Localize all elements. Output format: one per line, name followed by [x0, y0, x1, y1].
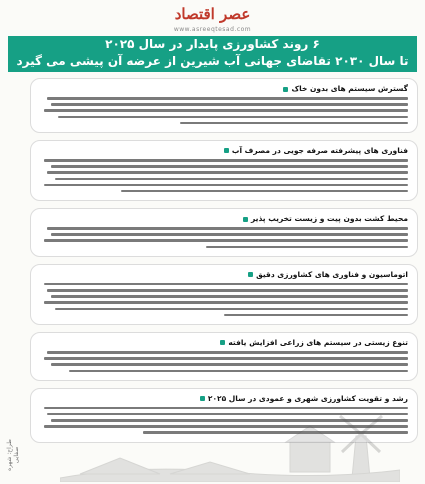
text-line [55, 308, 408, 311]
title-banner [8, 36, 417, 72]
text-line [224, 314, 408, 317]
section-body-text [40, 159, 408, 193]
section-body-text [40, 283, 408, 317]
text-line [44, 184, 408, 187]
section-card [30, 264, 418, 325]
text-line [47, 351, 408, 354]
title-line-1: ۶ روند کشاورزی پایدار در سال ۲۰۲۵ [105, 37, 320, 51]
text-line [47, 227, 408, 230]
sections-list [30, 78, 418, 450]
text-line [47, 171, 408, 174]
section-body-text [40, 351, 408, 372]
text-line [121, 190, 408, 193]
logo-text: عصر اقتصاد [174, 5, 251, 23]
section-title: گسترش سیستم های بدون خاک [40, 83, 408, 94]
section-card [30, 332, 418, 381]
text-line [47, 97, 408, 100]
text-line [51, 363, 408, 366]
text-line [180, 122, 408, 125]
section-card [30, 78, 418, 133]
text-line [55, 178, 408, 181]
section-title: محیط کشت بدون پیت و زیست تخریب پذیر [40, 213, 408, 224]
text-line [44, 239, 408, 242]
text-line [69, 370, 408, 373]
text-line [58, 116, 408, 119]
title-line-2: تا سال ۲۰۳۰ تقاضای جهانی آب شیرین از عرضه آن پیشی می گیرد [16, 54, 409, 68]
section-body-text [40, 227, 408, 248]
text-line [44, 159, 408, 162]
logo-url: www.asreeqtesad.com [173, 26, 252, 33]
section-title: تنوع زیستی در سیستم های زراعی افزایش یافته [40, 337, 408, 348]
text-line [44, 357, 408, 360]
side-credit-area [6, 430, 20, 480]
text-line [206, 246, 408, 249]
text-line [44, 109, 408, 112]
text-line [51, 165, 408, 168]
text-line [51, 233, 408, 236]
brand-logo [130, 4, 295, 28]
section-title: اتوماسیون و فناوری های کشاورزی دقیق [40, 269, 408, 280]
section-card [30, 208, 418, 257]
section-title: رشد و تقویت کشاورزی شهری و عمودی در سال ۲۰۲۵ [40, 393, 408, 404]
text-line [44, 301, 408, 304]
text-line [44, 283, 408, 286]
text-line [51, 103, 408, 106]
text-line [51, 295, 408, 298]
side-credit: طراح: شهره صفایی [6, 439, 20, 471]
section-title: فناوری های پیشرفته صرفه جویی در مصرف آب [40, 145, 408, 156]
section-card [30, 140, 418, 201]
section-body-text [40, 97, 408, 124]
text-line [47, 289, 408, 292]
farm-windmill-illustration [60, 408, 400, 482]
